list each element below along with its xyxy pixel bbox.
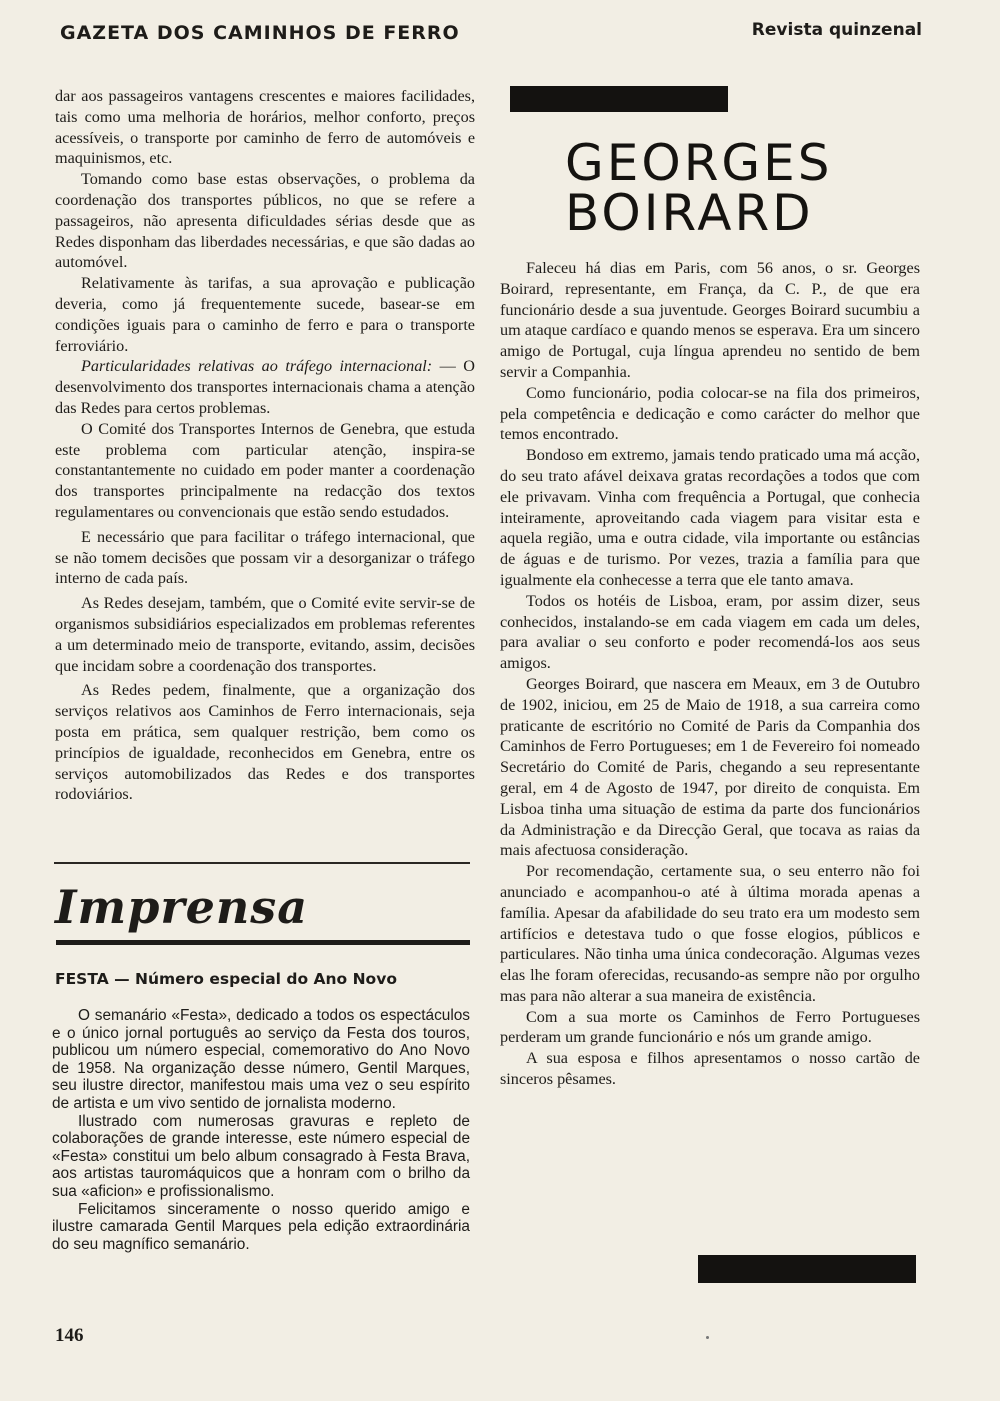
black-bar-decoration xyxy=(510,86,728,112)
article-paragraph: O Comité dos Transportes Internos de Genebra, que estuda este problema com particular atenção, inspira-se constantantemente no cuidado em poder manter a coordenação dos transportes principalmente na redacção dos textos regulamentares ou convencionais que estão sendo estudados. xyxy=(55,419,475,521)
article-paragraph: Faleceu há dias em Paris, com 56 anos, o sr. Georges Boirard, representante, em França, da C. P., de que era funcionário desde a sua juventude. Georges Boirard sucumbiu a um ataque cardíaco e quando menos se esperava. Era um sincero amigo de Portugal, cuja língua aprendeu no sentido de bem servir a Companhia. xyxy=(500,259,920,381)
imprensa-column xyxy=(52,1007,470,1253)
article-paragraph: As Redes desejam, também, que o Comité evite servir-se de organismos subsidiários especializados em problemas referentes a um determinado meio de transporte, evitando, assim, decisões que incidam sobre a coordenação dos transportes. xyxy=(55,594,475,675)
article-paragraph: Tomando como base estas observações, o problema da coordenação dos transportes públicos, no que se refere a passageiros, não apresenta dificuldades sérias desde que as Redes disponham das liberdades necessárias, e que são dadas ao automóvel. xyxy=(55,170,475,272)
festa-subheading: FESTA — Número especial do Ano Novo xyxy=(55,970,397,988)
section-subheading: Particularidades relativas ao tráfego internacional: xyxy=(81,357,433,376)
article-paragraph: Todos os hotéis de Lisboa, eram, por assim dizer, seus conhecidos, instalando-se em cada viagem em cada um deles, para avaliar o seu conforto e poder recomendá-los aos seus amigos. xyxy=(500,591,920,673)
article-paragraph: Georges Boirard, que nascera em Meaux, em 3 de Outubro de 1902, iniciou, em 25 de Maio de 1918, a sua carreira como praticante de escritório no Comité de Paris da Companhia dos Caminhos de Ferro Portugueses; em 1 de Fevereiro foi nomeado Secretário do Comité de Paris, chegando a seu representante geral, em 4 de Agosto de 1947, por direito de conquista. Em Lisboa tinha uma situação de estima da parte dos funcionários da Administração e da Direcção Geral, que tocava as raias da mais afectuosa consideração. xyxy=(500,674,920,860)
title-line-2: BOIRARD xyxy=(565,184,814,242)
obituary-column xyxy=(500,258,920,1090)
article-paragraph: Felicitamos sinceramente o nosso querido amigo e ilustre camarada Gentil Marques pela edição extraordinária do seu magnífico semanário. xyxy=(52,1200,470,1253)
publication-title: GAZETA DOS CAMINHOS DE FERRO xyxy=(60,22,460,44)
article-paragraph: A sua esposa e filhos apresentamos o nosso cartão de sinceros pêsames. xyxy=(500,1049,920,1089)
article-paragraph: Bondoso em extremo, jamais tendo praticado uma má acção, do seu trato afável deixava gratas recordações a todos que com ele privavam. Vinha com frequência a Portugal, que conhecia inteiramente, aproveitando cada viagem para visitar esta e aquela região, uma e outra cidade, vila importante ou estâncias de águas e de turismo. Por vezes, trazia a família para que igualmente ela conhecesse a terra que ele tanto amava. xyxy=(500,446,920,589)
article-paragraph: As Redes pedem, finalmente, que a organização dos serviços relativos aos Caminhos de Ferro internacionais, seja posta em prática, sem qualquer restrição, bem como os princípios de igualdade, reconhecidos em Genebra, entre os serviços automobilizados das Redes e dos transportes rodoviários. xyxy=(55,681,475,804)
article-paragraph: O semanário «Festa», dedicado a todos os espectáculos e o único jornal português ao serviço da Festa dos touros, publicou um número especial, comemorativo do Ano Novo de 1958. Na organização desse número, Gentil Marques, seu ilustre director, manifestou mais uma vez o seu espírito de artista e um vivo sentido de jornalista moderno. xyxy=(52,1007,470,1112)
publication-subtitle: Revista quinzenal xyxy=(751,20,922,40)
page-number: 146 xyxy=(55,1325,84,1346)
black-bar-decoration xyxy=(698,1255,916,1283)
imprensa-heading: Imprensa xyxy=(55,880,309,934)
article-paragraph: Com a sua morte os Caminhos de Ferro Portugueses perderam um grande funcionário e nós um grande amigo. xyxy=(500,1007,920,1047)
left-article-column xyxy=(55,86,475,805)
obituary-title xyxy=(565,134,833,242)
article-paragraph: Ilustrado com numerosas gravuras e repleto de colaborações de grande interesse, este número especial de «Festa» constitui um belo album consagrado à Festa Brava, aos artistas tauromáquicos que a honram com o brilho da sua «aficion» e profissionalismo. xyxy=(52,1112,470,1200)
article-paragraph xyxy=(55,356,475,418)
ink-dot xyxy=(706,1336,709,1339)
article-paragraph: Como funcionário, podia colocar-se na fila dos primeiros, pela competência e dedicação e como carácter do melhor que temos encontrado. xyxy=(500,383,920,444)
heading-underline xyxy=(56,940,470,945)
section-divider xyxy=(54,862,470,864)
article-paragraph: E necessário que para facilitar o tráfego internacional, que se não tomem decisões que possam vir a desorganizar o tráfego interno de cada país. xyxy=(55,527,475,588)
paragraph-text: — O desenvolvimento dos transportes internacionais chama a atenção das Redes para certos problemas. xyxy=(55,357,475,417)
article-paragraph: dar aos passageiros vantagens crescentes e maiores facilidades, tais como uma melhoria de horários, melhor conforto, preços acessíveis, o transporte por caminho de ferro de automóveis e maquinismos, etc. xyxy=(55,87,475,168)
article-paragraph: Por recomendação, certamente sua, o seu enterro não foi anunciado e acompanhou-o até à última morada apenas a família. Apesar da afabilidade do seu trato era um modesto sem artifícios e detestava tudo o que fosse elogios, públicos e particulares. Não tinha uma única condecoração. Algumas vezes elas lhe foram oferecidas, recusando-as sempre não por orgulho mas para não alterar a sua maneira de existência. xyxy=(500,862,920,1005)
title-line-1: GEORGES xyxy=(565,134,833,192)
article-paragraph: Relativamente às tarifas, a sua aprovação e publicação deveria, como já frequentemente sucede, basear-se em condições iguais para o caminho de ferro e para o transporte ferroviário. xyxy=(55,274,475,355)
